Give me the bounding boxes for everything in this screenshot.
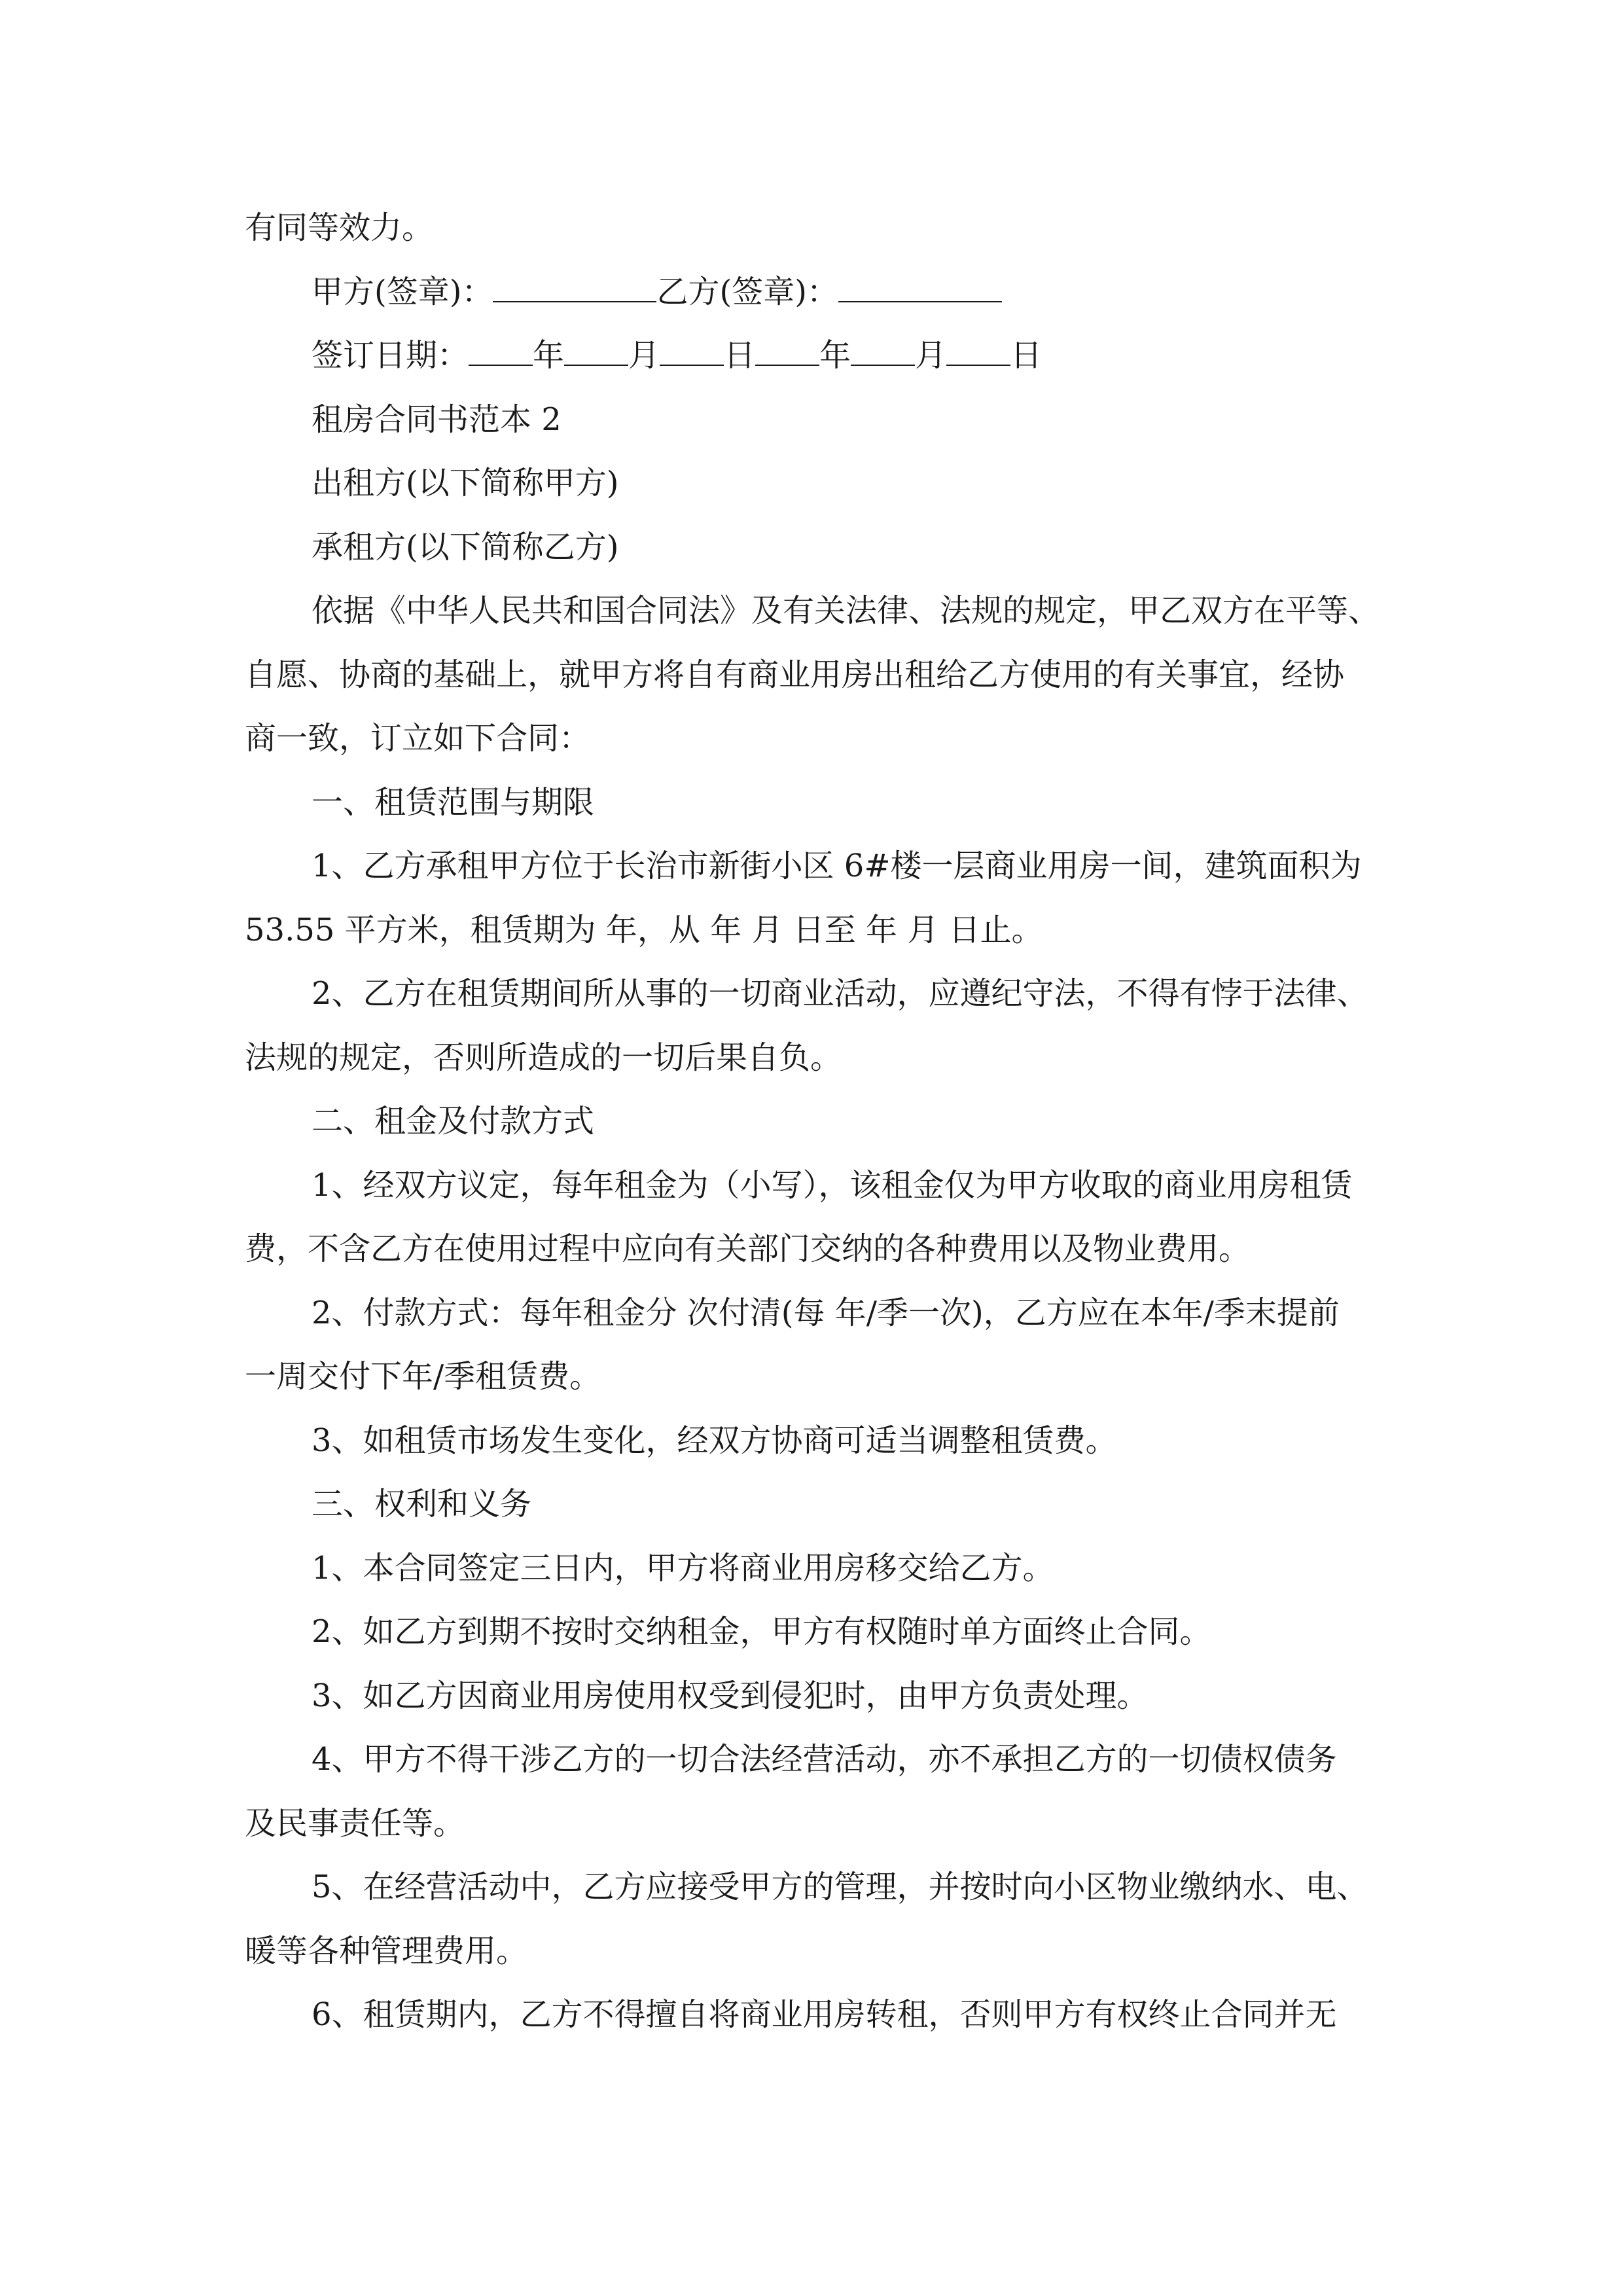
party-b-day-blank[interactable] bbox=[946, 340, 1010, 366]
day-label: 日 bbox=[1010, 337, 1043, 374]
paragraph-line: 1、本合同签定三日内，甲方将商业用房移交给乙方。 bbox=[312, 1549, 1054, 1587]
party-a-signature-label: 甲方(签章)： bbox=[312, 273, 493, 310]
party-a-year-blank[interactable] bbox=[469, 340, 533, 366]
paragraph-line: 4、甲方不得干涉乙方的一切合法经营活动，亦不承担乙方的一切债权债务 bbox=[312, 1741, 1337, 1778]
party-a-signature-blank[interactable] bbox=[493, 276, 656, 302]
party-a-month-blank[interactable] bbox=[564, 340, 628, 366]
signature-line bbox=[245, 260, 1397, 325]
party-b-month-blank[interactable] bbox=[851, 340, 915, 366]
paragraph-line: 自愿、协商的基础上，就甲方将自有商业用房出租给乙方使用的有关事宜，经协 bbox=[245, 656, 1345, 693]
paragraph-line: 3、如乙方因商业用房使用权受到侵犯时，由甲方负责处理。 bbox=[312, 1677, 1149, 1714]
month-label: 月 bbox=[628, 337, 660, 374]
paragraph-line: 1、经双方议定，每年租金为（小写），该租金仅为甲方收取的商业用房租赁 bbox=[312, 1166, 1353, 1204]
party-b-signature-label: 乙方(签章)： bbox=[656, 273, 838, 310]
paragraph-line: 1、乙方承租甲方位于长治市新街小区 6#楼一层商业用房一间，建筑面积为 bbox=[312, 848, 1362, 884]
party-b-signature-blank[interactable] bbox=[838, 276, 1002, 302]
section-heading: 二、租金及付款方式 bbox=[312, 1103, 595, 1139]
paragraph-line: 2、付款方式：每年租金分 次付清(每 年/季一次)，乙方应在本年/季末提前 bbox=[312, 1294, 1340, 1331]
paragraph-line: 一周交付下年/季租赁费。 bbox=[245, 1358, 601, 1395]
paragraph-line: 商一致，订立如下合同： bbox=[245, 720, 591, 757]
signing-date-label: 签订日期： bbox=[312, 337, 469, 374]
section-heading: 三、权利和义务 bbox=[312, 1486, 532, 1522]
paragraph-line: 法规的规定，否则所造成的一切后果自负。 bbox=[245, 1039, 842, 1076]
day-label: 日 bbox=[724, 337, 756, 374]
paragraph-line: 出租方(以下简称甲方) bbox=[312, 465, 619, 501]
paragraph-line: 6、租赁期内，乙方不得擅自将商业用房转租，否则甲方有权终止合同并无 bbox=[312, 1996, 1337, 2033]
paragraph-line: 及民事责任等。 bbox=[245, 1804, 465, 1842]
year-label: 年 bbox=[533, 337, 565, 374]
paragraph-line: 依据《中华人民共和国合同法》及有关法律、法规的规定，甲乙双方在平等、 bbox=[312, 592, 1380, 629]
signing-date-line bbox=[245, 324, 1397, 388]
paragraph-line: 3、如租赁市场发生变化，经双方协商可适当调整租赁费。 bbox=[312, 1422, 1117, 1459]
paragraph-line: 暖等各种管理费用。 bbox=[245, 1932, 528, 1969]
month-label: 月 bbox=[915, 337, 947, 374]
paragraph-line: 2、如乙方到期不按时交纳租金，甲方有权随时单方面终止合同。 bbox=[312, 1613, 1211, 1650]
paragraph-line: 53.55 平方米，租赁期为 年，从 年 月 日至 年 月 日止。 bbox=[245, 911, 1043, 948]
party-a-day-blank[interactable] bbox=[660, 340, 724, 366]
paragraph-line: 有同等效力。 bbox=[245, 209, 434, 246]
paragraph-line: 5、在经营活动中，乙方应接受甲方的管理，并按时向小区物业缴纳水、电、 bbox=[312, 1869, 1368, 1905]
document-body bbox=[245, 196, 1397, 2047]
paragraph-line: 2、乙方在租赁期间所从事的一切商业活动，应遵纪守法，不得有悖于法律、 bbox=[312, 975, 1368, 1012]
paragraph-line: 承租方(以下简称乙方) bbox=[312, 528, 619, 565]
paragraph-line: 费，不含乙方在使用过程中应向有关部门交纳的各种费用以及物业费用。 bbox=[245, 1230, 1251, 1267]
section-heading: 租房合同书范本 2 bbox=[312, 401, 562, 438]
party-b-year-blank[interactable] bbox=[755, 340, 819, 366]
year-label: 年 bbox=[819, 337, 851, 374]
section-heading: 一、租赁范围与期限 bbox=[312, 783, 595, 821]
